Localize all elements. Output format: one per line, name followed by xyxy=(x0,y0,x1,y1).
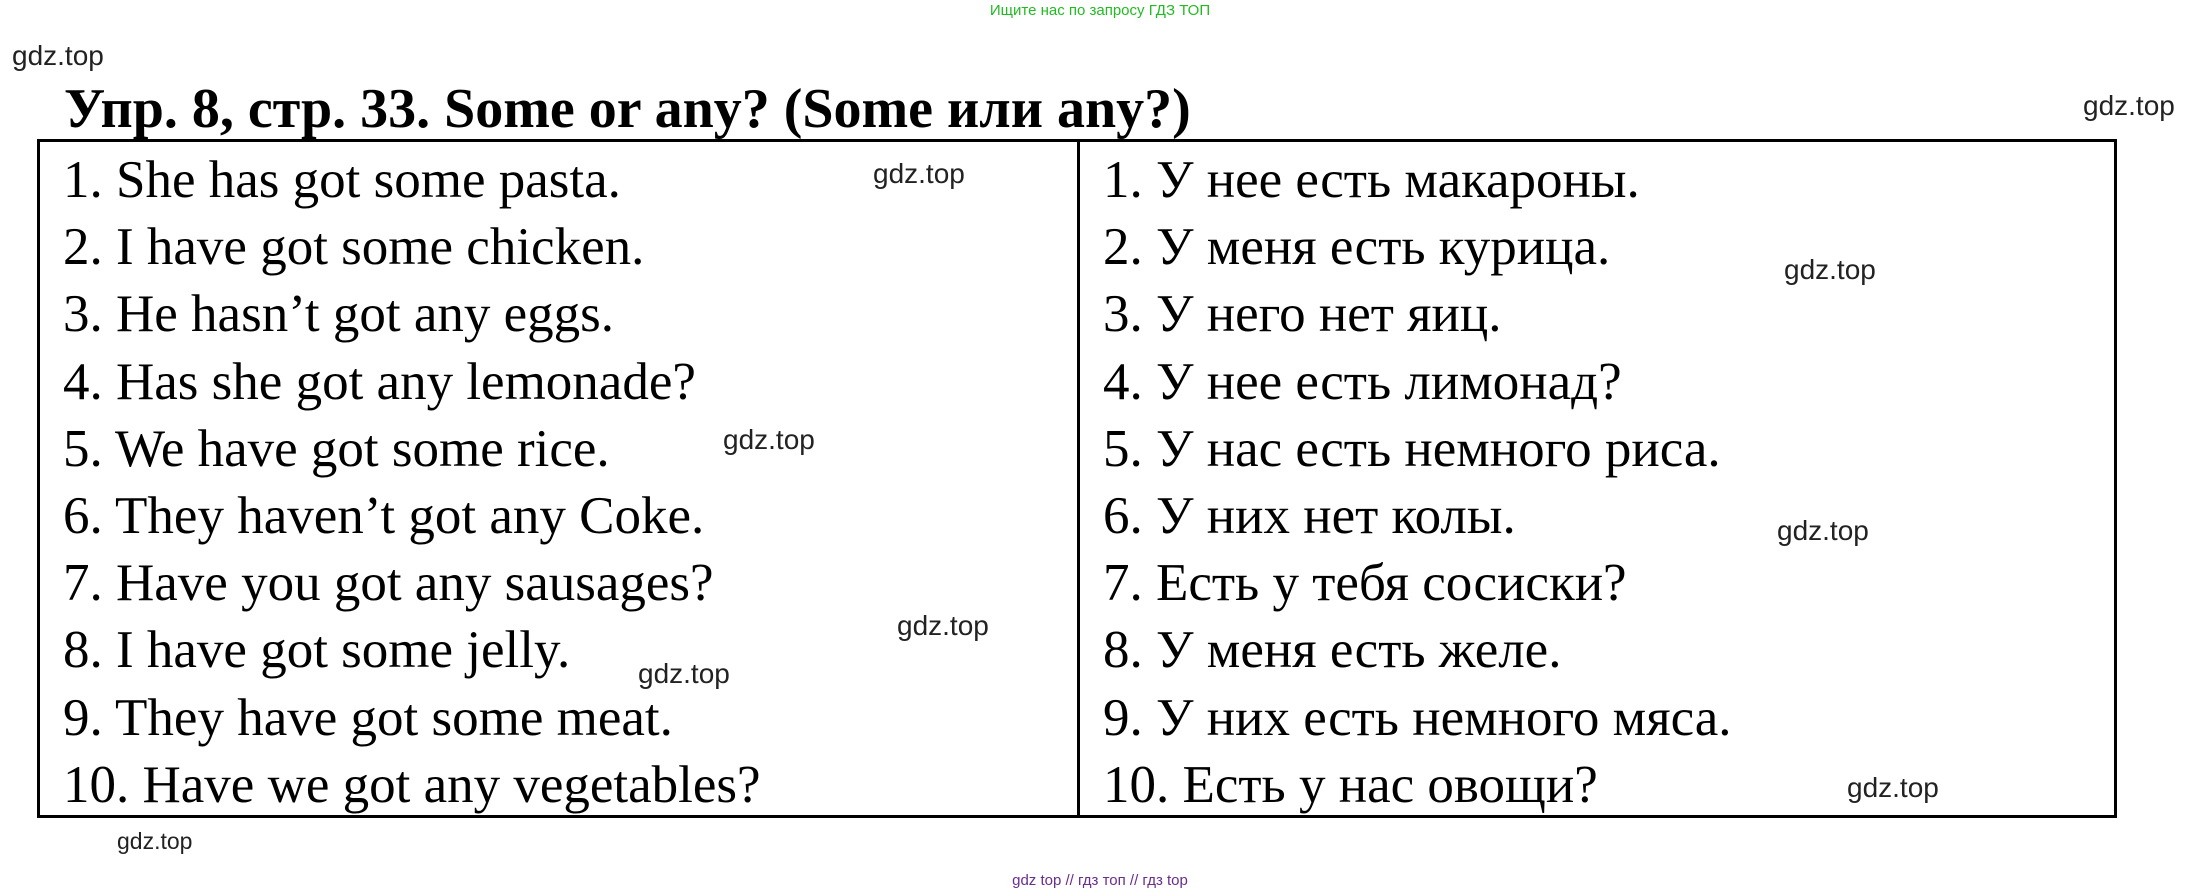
english-line-8: 8. I have got some jelly. xyxy=(63,621,571,680)
english-line-9: 9. They have got some meat. xyxy=(63,688,673,747)
russian-line-9: 9. У них есть немного мяса. xyxy=(1103,688,1732,747)
russian-column xyxy=(1080,142,2114,815)
english-line-3: 3. He hasn’t got any eggs. xyxy=(63,285,615,344)
russian-line-8: 8. У меня есть желе. xyxy=(1103,621,1562,680)
watermark: gdz.top xyxy=(873,158,965,189)
watermark: gdz.top xyxy=(1847,772,1939,803)
watermark: gdz.top xyxy=(1784,254,1876,285)
watermark: gdz.top xyxy=(2083,90,2175,121)
russian-line-10: 10. Есть у нас овощи? xyxy=(1103,755,1598,814)
russian-line-1: 1. У нее есть макароны. xyxy=(1103,151,1640,209)
watermark: gdz.top xyxy=(638,658,730,689)
english-column xyxy=(40,142,1080,815)
russian-line-3: 3. У него нет яиц. xyxy=(1103,285,1502,344)
russian-line-2: 2. У меня есть курица. xyxy=(1103,218,1611,277)
exercise-table xyxy=(37,139,2117,818)
top-banner: Ищите нас по запросу ГДЗ ТОП xyxy=(989,2,1211,19)
watermark: gdz.top xyxy=(723,424,815,455)
watermark: gdz.top xyxy=(897,610,989,641)
english-line-6: 6. They haven’t got any Coke. xyxy=(63,486,705,545)
english-line-7: 7. Have you got any sausages? xyxy=(63,554,714,613)
page-title: Упр. 8, стр. 33. Some or any? (Some или any?) xyxy=(64,78,1191,140)
footer-links: gdz top // гдз топ // гдз top xyxy=(1012,872,1188,889)
watermark: gdz.top xyxy=(1777,515,1869,546)
russian-line-5: 5. У нас есть немного риса. xyxy=(1103,419,1721,478)
russian-line-7: 7. Есть у тебя сосиски? xyxy=(1103,554,1627,613)
english-line-2: 2. I have got some chicken. xyxy=(63,218,645,277)
russian-line-4: 4. У нее есть лимонад? xyxy=(1103,352,1622,411)
english-line-10: 10. Have we got any vegetables? xyxy=(63,755,761,814)
english-line-4: 4. Has she got any lemonade? xyxy=(63,352,696,411)
watermark: gdz.top xyxy=(117,828,193,854)
english-line-1: 1. She has got some pasta. xyxy=(63,151,621,209)
russian-line-6: 6. У них нет колы. xyxy=(1103,486,1516,545)
watermark: gdz.top xyxy=(12,40,104,71)
english-line-5: 5. We have got some rice. xyxy=(63,419,610,478)
